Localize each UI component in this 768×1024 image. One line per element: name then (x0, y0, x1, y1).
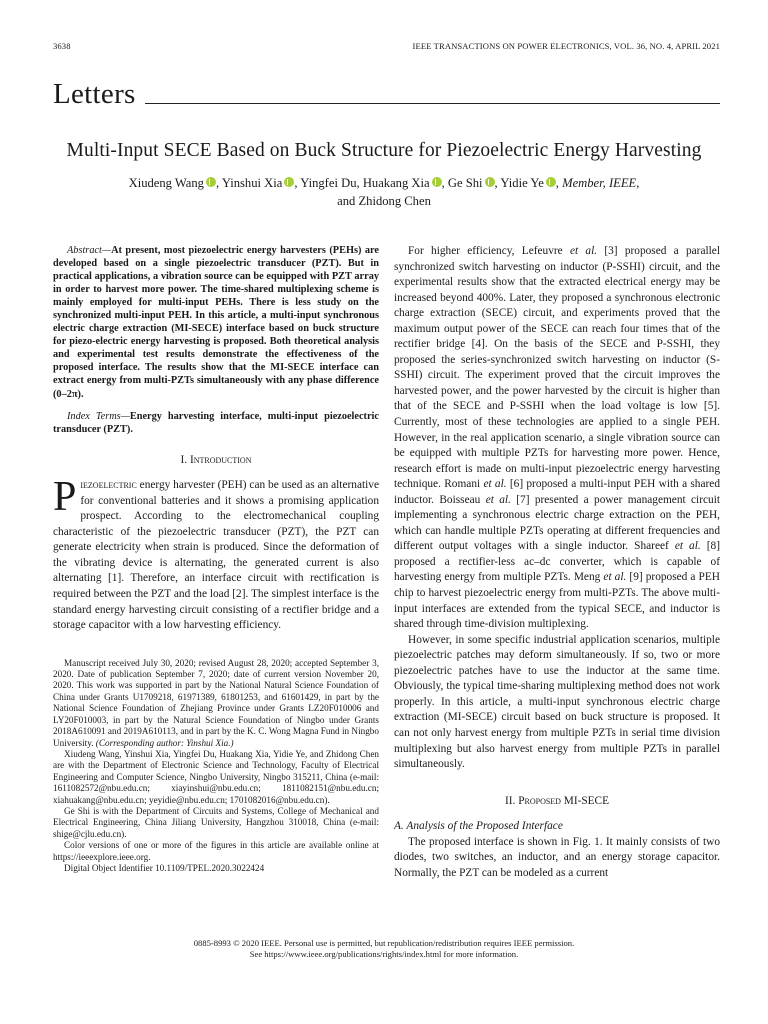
index-terms-label: Index Terms— (67, 410, 130, 422)
page-number: 3638 (53, 41, 71, 51)
footnote-affiliation: Xiudeng Wang, Yinshui Xia, Yingfei Du, Huakang Xia, Yidie Ye, and Zhidong Chen are with the Department of Electronic Science and Technology, Faculty of Electrical Engineering and Computer Science, Ningbo University, Ningbo 315211, China (e-mail: 1611082572@nbu.edu.cn; xiayinshui@nbu.edu.cn; 1811082151@nbu.edu.cn; xiahuakang@nbu.edu.cn; yeyidie@nbu.edu.cn; 1701082016@nbu.edu.cn). (53, 748, 379, 805)
orcid-icon[interactable] (485, 177, 495, 187)
rights-link-line: See https://www.ieee.org/publications/rights/index.html for more information. (249, 949, 519, 960)
author-list: Xiudeng Wang , Yinshui Xia , Yingfei Du, Huakang Xia , Ge Shi , Yidie Ye , Member, IEEE, and Zhidong Chen (128, 176, 640, 208)
author-role: Member, IEEE, (562, 176, 640, 190)
author-name: Yidie Ye (500, 176, 544, 190)
copyright-line: 0885-8993 © 2020 IEEE. Personal use is permitted, but republication/redistribution requires IEEE permission. (193, 938, 575, 948)
intro-first-word: iezoelectric (80, 479, 137, 492)
copyright-footer (40, 938, 728, 961)
footnote-affiliation-2: Ge Shi is with the Department of Circuits and Systems, College of Mechanical and Electrical Engineering, China Jiliang University, Hangzhou 310018, China (e-mail: shige@cjlu.edu.cn). (53, 805, 379, 839)
footnote-manuscript: Manuscript received July 30, 2020; revised August 28, 2020; accepted September 3, 2020. Date of publication September 7, 2020; date of current version November 20, 2020. This work was supported in part by the National Natural Science Foundation of China under Grants U1709218, 61971389, 61801253, and 61601429, in part by the National Science Foundation of Zhejiang Province under Grants LZ20F010006 and LY20F010003, in part by the Natural Science Foundation of Ningbo under Grants 2018A610091 and 2019A610113, and in part by the K. C. Wong Magna Fund in Ningbo University. (Corresponding author: Yinshui Xia.) (53, 657, 379, 748)
intro-paragraph (53, 474, 379, 633)
abstract-text: At present, most piezoelectric energy harvesters (PEHs) are developed based on a single piezoelectric transducer (PZT). But in practical applications, a vibration source can be equipped with PZT array in order to harvest more power. The time-shared multiplexing scheme is mainly employed for multi-input PEHs. There is less study on the synchronized multi-input PEH. In this article, a multi-input synchronous electric charge extraction (MI-SECE) interface based on buck structure for piezo-electric energy harvesting is proposed. Both theoretical analysis and experimental test results demonstrate the effectiveness of the proposed interface. The results show that the MI-SECE interface can extract energy from multi-PZTs simultaneously with any phase difference (0–2π). (53, 245, 379, 400)
footnotes (53, 658, 379, 875)
section-heading (53, 453, 379, 469)
footnote-color: Color versions of one or more of the figures in this article are available online at https://ieeexplore.ieee.org. (53, 840, 379, 862)
section-label: Letters (53, 78, 136, 110)
journal-header: IEEE TRANSACTIONS ON POWER ELECTRONICS, VOL. 36, NO. 4, APRIL 2021 (412, 41, 720, 51)
section-banner (53, 79, 720, 109)
index-terms-text: Energy harvesting interface, multi-input piezoelectric transducer (PZT). (53, 410, 379, 435)
index-terms (53, 410, 379, 436)
section-number: I. (180, 453, 188, 466)
author-name: Xiudeng Wang (128, 176, 204, 190)
footnote-doi: Digital Object Identifier 10.1109/TPEL.2020.3022424 (64, 862, 265, 873)
author-name: Yingfei Du (300, 176, 357, 190)
section-rule (145, 103, 720, 104)
left-column (53, 244, 379, 874)
paper-title: Multi-Input SECE Based on Buck Structure for Piezoelectric Energy Harvesting (66, 140, 702, 161)
author-name: Ge Shi (447, 176, 483, 190)
author-name: Huakang Xia (362, 176, 430, 190)
section-title: Introduction (189, 453, 252, 466)
orcid-icon[interactable] (546, 177, 556, 187)
abstract (53, 244, 379, 401)
section-title: Proposed MI-SECE (518, 794, 609, 807)
orcid-icon[interactable] (284, 177, 294, 187)
author-name: Yinshui Xia (221, 176, 283, 190)
dropcap: P (53, 474, 77, 521)
section-number: II. (505, 794, 516, 807)
abstract-label: Abstract— (67, 245, 112, 256)
subsection-heading: A. Analysis of the Proposed Interface (394, 820, 563, 833)
orcid-icon[interactable] (206, 177, 216, 187)
orcid-icon[interactable] (432, 177, 442, 187)
section-heading (394, 794, 720, 810)
corresponding-author: (Corresponding author: Yinshui Xia.) (95, 737, 234, 748)
body-paragraph: However, in some specific industrial application scenarios, multiple piezoelectric patches may deform simultaneously. If so, two or more piezoelectric patches have to use the inductor at the same time. Obviously, the typical time-sharing multiplexing method does not work properly. In this article, a multi-input synchronous electric charge extraction (MI-SECE) circuit based on buck structure is proposed. It can not only harvest energy from multiple PZTs in serial time division multiplexing but also harvest energy from multiple PZTs in parallel simultaneously. (394, 633, 720, 771)
intro-text: energy harvester (PEH) can be used as an alternative for conventional batteries and it shows a promising application prospect. According to the electromechanical coupling characteristic of the piezoelectric transducer (PZT), the PZT can generate electricity when strain is produced. Since the deformation of the vibrating device is alternating, the generated current is also alternating [1]. Therefore, an interface circuit with rectification is required between the PZT and the load [2]. The simplest interface is the standard energy harvesting circuit consisting of a rectifier bridge and a storage capacitor with a low harvesting efficiency. (53, 479, 379, 632)
right-column (394, 244, 720, 881)
author-name: and Zhidong Chen (337, 194, 431, 208)
body-paragraph: For higher efficiency, Lefeuvre et al. [3] proposed a parallel synchronized switch harvesting on inductor (P-SSHI) circuit, and the experimental results show that the extracted electrical energy may be increased beyond 400%. Later, they proposed a synchronous electronic charge extraction (SECE) circuit, and experiments proved that the maximum output power of the SECE can reach four times that of the rectifier bridge [4]. On the basis of the SECE and P-SSHI, they proposed the series-synchronized switch harvesting on inductor (S-SSHI) circuit. The experiment proved that the circuit improves the harvested power, and the power harvested by the circuit is higher than that of the SECE and P-SSHI when the load voltage is low [5]. Currently, most of these technologies are applied to a single PEH. However, in the real application scenario, a single vibration source can be equipped with multiple PZTs for harvesting more power. Hence, research effort is made on multi-input piezoelectric energy harvesting technique. Romani et al. [6] proposed a multi-input PEH with a shared inductor. Boisseau et al. [7] presented a power management circuit implementing a synchronous electric charge extraction on the PEH, which can handle multiple PZTs operating at different frequencies and different output voltages with a single inductor. Shareef et al. [8] proposed a rectifier-less ac–dc converter, which is capable of harvesting energy from multiple PZTs. Meng et al. [9] proposed a PEH chip to harvest piezoelectric energy from multi-PZTs. The above multi-input interfaces are extended from the typical SECE, and inductor is shared through time-division multiplexing. (394, 245, 721, 631)
body-paragraph: The proposed interface is shown in Fig. 1. It mainly consists of two diodes, two switches, an inductor, and an energy storage capacitor. Normally, the PZT can be modeled as a current (394, 835, 720, 879)
